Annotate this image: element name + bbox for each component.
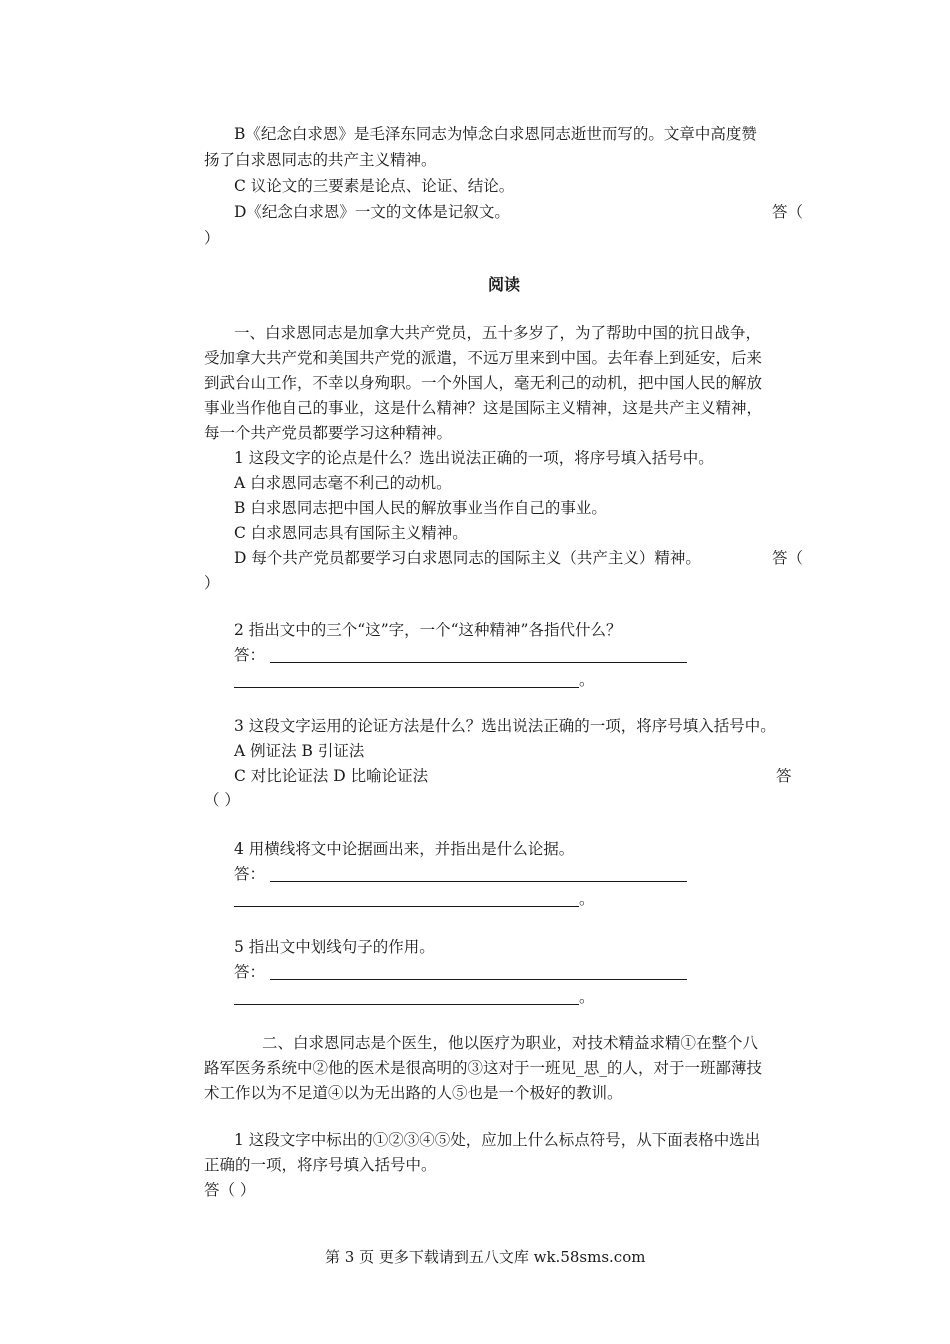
- q2-answer-blank-2[interactable]: [234, 687, 579, 688]
- q3-options-cd: C 对比论证法 D 比喻论证法: [234, 767, 429, 785]
- q3-answer-open: 答: [776, 767, 792, 785]
- q5-answer-blank-1[interactable]: [270, 979, 687, 980]
- option-b-line2: 扬了白求恩同志的共产主义精神。: [204, 151, 437, 169]
- passage1-line: 事业当作他自己的事业，这是什么精神？这是国际主义精神，这是共产主义精神，: [204, 399, 763, 417]
- page-footer: 第 3 页 更多下载请到五八文库 wk.58sms.com: [325, 1248, 646, 1266]
- passage1-line: 受加拿大共产党和美国共产党的派遣，不远万里来到中国。去年春上到延安，后来: [204, 349, 763, 367]
- q4-answer-blank-2[interactable]: [234, 906, 579, 907]
- q3-options-ab: A 例证法 B 引证法: [234, 742, 365, 760]
- q4-stem: 4 用横线将文中论据画出来，并指出是什么论据。: [234, 840, 575, 858]
- option-d: D《纪念白求恩》一文的文体是记叙文。: [234, 203, 510, 221]
- p2q1-answer: 答（ ）: [204, 1181, 256, 1199]
- q2-answer-label: 答：: [234, 646, 266, 664]
- option-b-line1: B《纪念白求恩》是毛泽东同志为悼念白求恩同志逝世而写的。文章中高度赞: [234, 125, 757, 143]
- q4-period: 。: [579, 890, 595, 908]
- q4-answer-label: 答：: [234, 865, 266, 883]
- q1-option-b: B 白求恩同志把中国人民的解放事业当作自己的事业。: [234, 499, 607, 517]
- q3-answer-close: （ ）: [204, 791, 240, 809]
- q4-answer-blank-1[interactable]: [270, 881, 687, 882]
- answer-close: ）: [204, 229, 220, 247]
- passage2-line: 路军医务系统中②他的医术是很高明的③这对于一班见_思_的人，对于一班鄙薄技: [204, 1059, 763, 1077]
- q1-option-c: C 白求恩同志具有国际主义精神。: [234, 524, 468, 542]
- p2q1-stem-line2: 正确的一项，将序号填入括号中。: [204, 1156, 437, 1174]
- q5-stem: 5 指出文中划线句子的作用。: [234, 938, 435, 956]
- q1-option-a: A 白求恩同志毫不利己的动机。: [234, 474, 452, 492]
- q5-answer-blank-2[interactable]: [234, 1004, 579, 1005]
- q1-option-d: D 每个共产党员都要学习白求恩同志的国际主义（共产主义）精神。: [234, 549, 701, 567]
- q1-stem: 1 这段文字的论点是什么？选出说法正确的一项，将序号填入括号中。: [234, 449, 714, 467]
- q3-stem: 3 这段文字运用的论证方法是什么？选出说法正确的一项，将序号填入括号中。: [234, 717, 776, 735]
- passage1-line: 每一个共产党员都要学习这种精神。: [204, 424, 453, 442]
- passage1-line: 到武台山工作，不幸以身殉职。一个外国人，毫无利己的动机，把中国人民的解放: [204, 374, 763, 392]
- q2-period: 。: [579, 671, 595, 689]
- q1-answer-open: 答（: [772, 549, 804, 567]
- q5-answer-label: 答：: [234, 963, 266, 981]
- q1-answer-close: ）: [204, 574, 220, 592]
- q2-answer-blank-1[interactable]: [270, 662, 687, 663]
- option-c: C 议论文的三要素是论点、论证、结论。: [234, 177, 515, 195]
- passage2-line: 术工作以为不足道④以为无出路的人⑤也是一个极好的教训。: [204, 1084, 623, 1102]
- section-title: 阅读: [488, 275, 521, 294]
- p2q1-stem-line1: 1 这段文字中标出的①②③④⑤处，应加上什么标点符号，从下面表格中选出: [234, 1131, 761, 1149]
- passage1-line: 一、白求恩同志是加拿大共产党员，五十多岁了，为了帮助中国的抗日战争，: [234, 324, 762, 342]
- q5-period: 。: [579, 988, 595, 1006]
- passage2-line: 二、白求恩同志是个医生，他以医疗为职业，对技术精益求精①在整个八: [262, 1034, 759, 1052]
- answer-open: 答（: [772, 203, 804, 221]
- q2-stem: 2 指出文中的三个“这”字，一个“这种精神”各指代什么？: [234, 621, 622, 639]
